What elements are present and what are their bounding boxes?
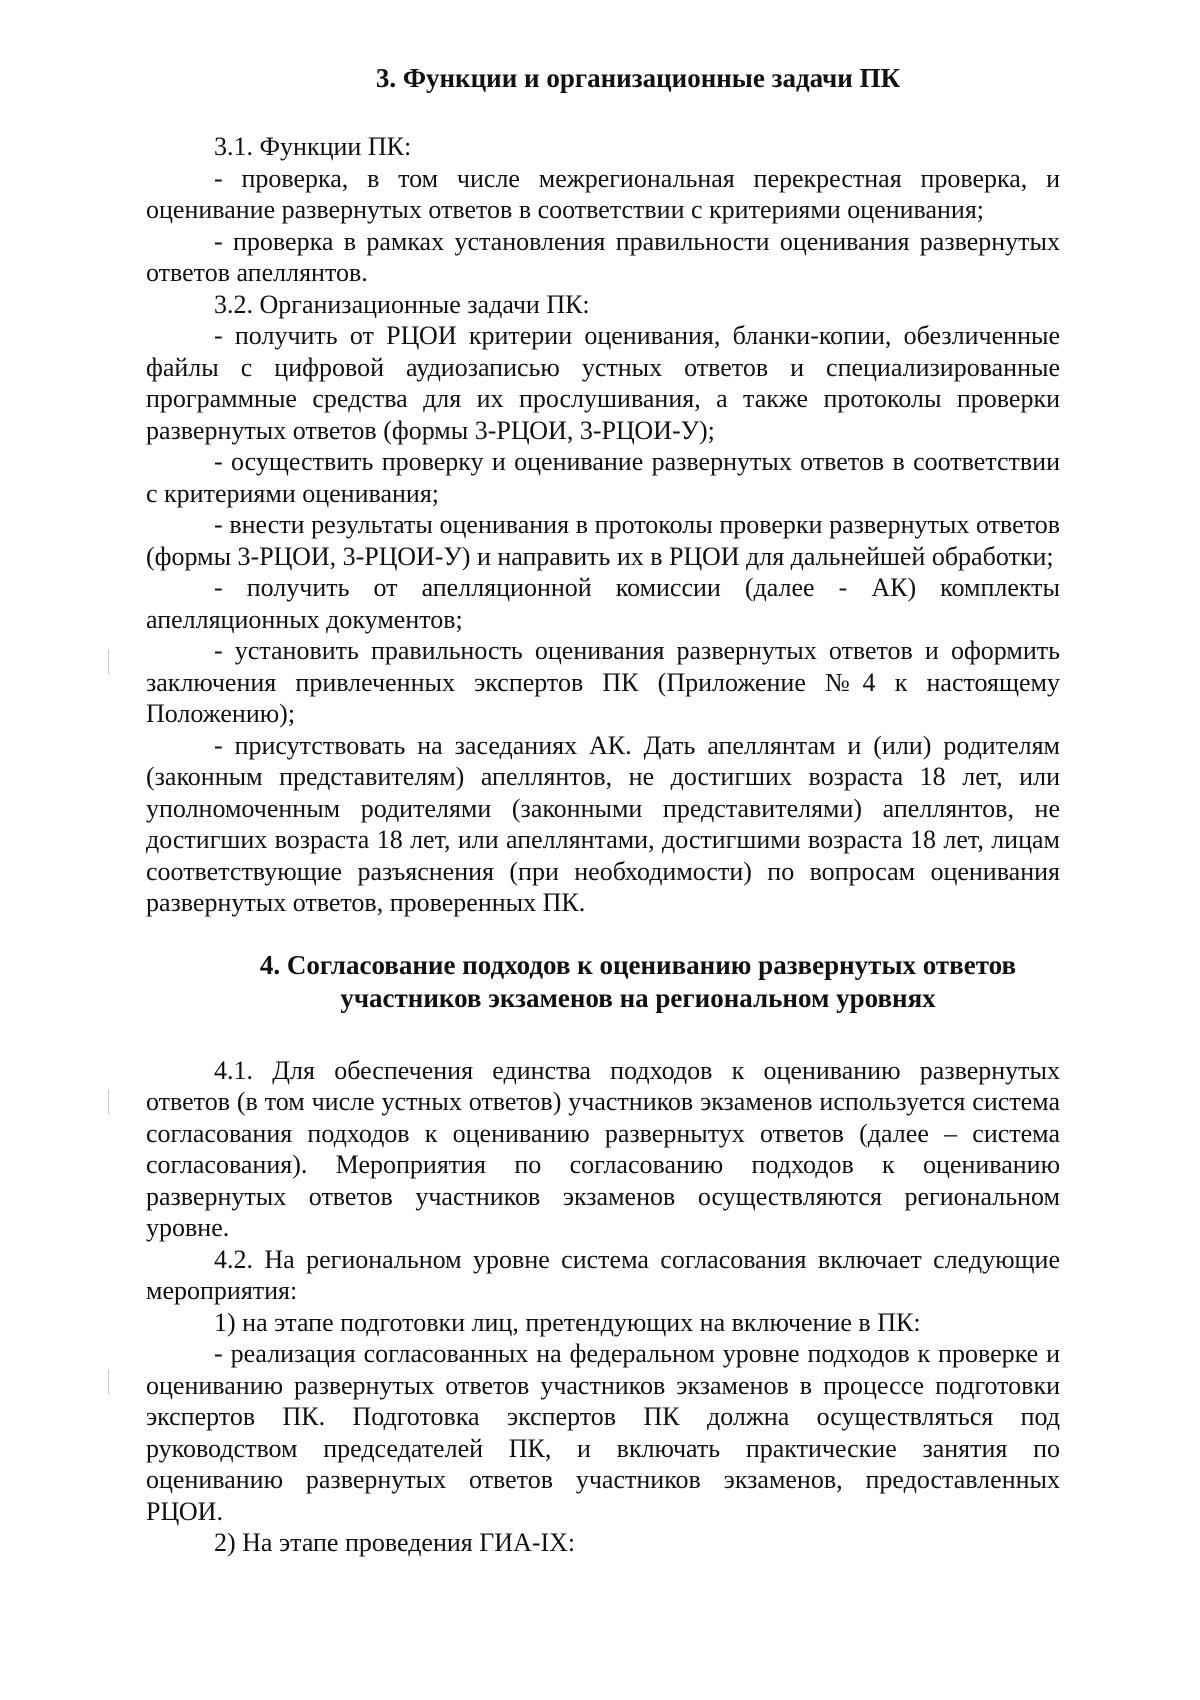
scan-artifact-mark: [108, 1370, 109, 1394]
paragraph-3-2-item-6: - присутствовать на заседаниях АК. Дать апеллянтам и (или) родителям (законным представителям) апеллянтов, не достигших возраста 18 лет, или уполномоченным родителями (законными представителями) апеллянтов, не достигших возраста 18 лет, или апеллянтами, достигшими возраста 18 лет, лицам соответствующие разъяснения (при необходимости) по вопросам оценивания развернутых ответов, проверенных ПК.: [146, 730, 1060, 917]
section-3-body: [146, 131, 1060, 919]
paragraph-4-2-stage-1: 1) на этапе подготовки лиц, претендующих на включение в ПК:: [214, 1307, 921, 1337]
paragraph-3-1: 3.1. Функции ПК:: [214, 132, 412, 161]
paragraph-3-2-item-5: - установить правильность оценивания развернутых ответов и оформить заключения привлеченных экспертов ПК (Приложение №4 к настоящему Положению);: [146, 636, 1060, 728]
paragraph-4-2-stage-1-item: - реализация согласованных на федеральном уровне подходов к проверке и оцениванию развернутых ответов участников экзаменов в процессе подготовки экспертов ПК. Подготовка экспертов ПК должна осуществляться под руководством председателей ПК, и включать практические занятия по оцениванию развернутых ответов участников экзаменов, предоставленных РЦОИ.: [146, 1339, 1060, 1526]
paragraph-4-2: 4.2. На региональном уровне система согласования включает следующие мероприятия:: [146, 1244, 1060, 1305]
section-3-title: 3. Функции и организационные задачи ПК: [375, 63, 901, 93]
paragraph-4-2-stage-2: 2) На этапе проведения ГИА-IX:: [214, 1528, 576, 1557]
paragraph-3-2-item-1: - получить от РЦОИ критерии оценивания, бланки-копии, обезличенные файлы с цифровой аудиозаписью устных ответов и специализированные программные средства для их прослушивания, а также протоколы проверки развернутых ответов (формы 3-РЦОИ, 3-РЦОИ-У);: [146, 321, 1060, 445]
paragraph-3-2-item-2: - осуществить проверку и оценивание развернутых ответов в соответствии с критериями оценивания;: [146, 447, 1060, 508]
paragraph-3-2-item-3: - внести результаты оценивания в протоколы проверки развернутых ответов (формы 3-РЦОИ, 3-РЦОИ-У) и направить их в РЦОИ для дальнейшей обработки;: [146, 510, 1060, 571]
section-4-title-line-2: участников экзаменов на региональном уровнях: [340, 982, 936, 1013]
section-4-title: [146, 949, 1060, 1015]
paragraph-4-1: 4.1. Для обеспечения единства подходов к оцениванию развернутых ответов (в том числе устных ответов) участников экзаменов используется система согласования подходов к оцениванию развернытух ответов (далее – система согласования). Мероприятия по согласованию подходов к оцениванию развернутых ответов участников экзаменов осуществляются региональном уровне.: [146, 1055, 1060, 1242]
scan-artifact-mark: [108, 1090, 109, 1114]
section-4-title-line-1: 4. Согласование подходов к оцениванию развернутых ответов: [259, 949, 1017, 980]
scan-artifact-mark: [108, 650, 109, 674]
paragraph-3-2-item-4: - получить от апелляционной комиссии (далее - АК) комплекты апелляционных документов;: [146, 573, 1060, 634]
section-4-body: [146, 1055, 1060, 1559]
paragraph-3-1-item-2: - проверка в рамках установления правильности оценивания развернутых ответов апеллянтов.: [146, 226, 1060, 287]
paragraph-3-2: 3.2. Организационные задачи ПК:: [214, 289, 590, 319]
paragraph-3-1-item-1: - проверка, в том числе межрегиональная перекрестная проверка, и оценивание развернутых ответов в соответствии с критериями оценивания;: [146, 163, 1060, 224]
